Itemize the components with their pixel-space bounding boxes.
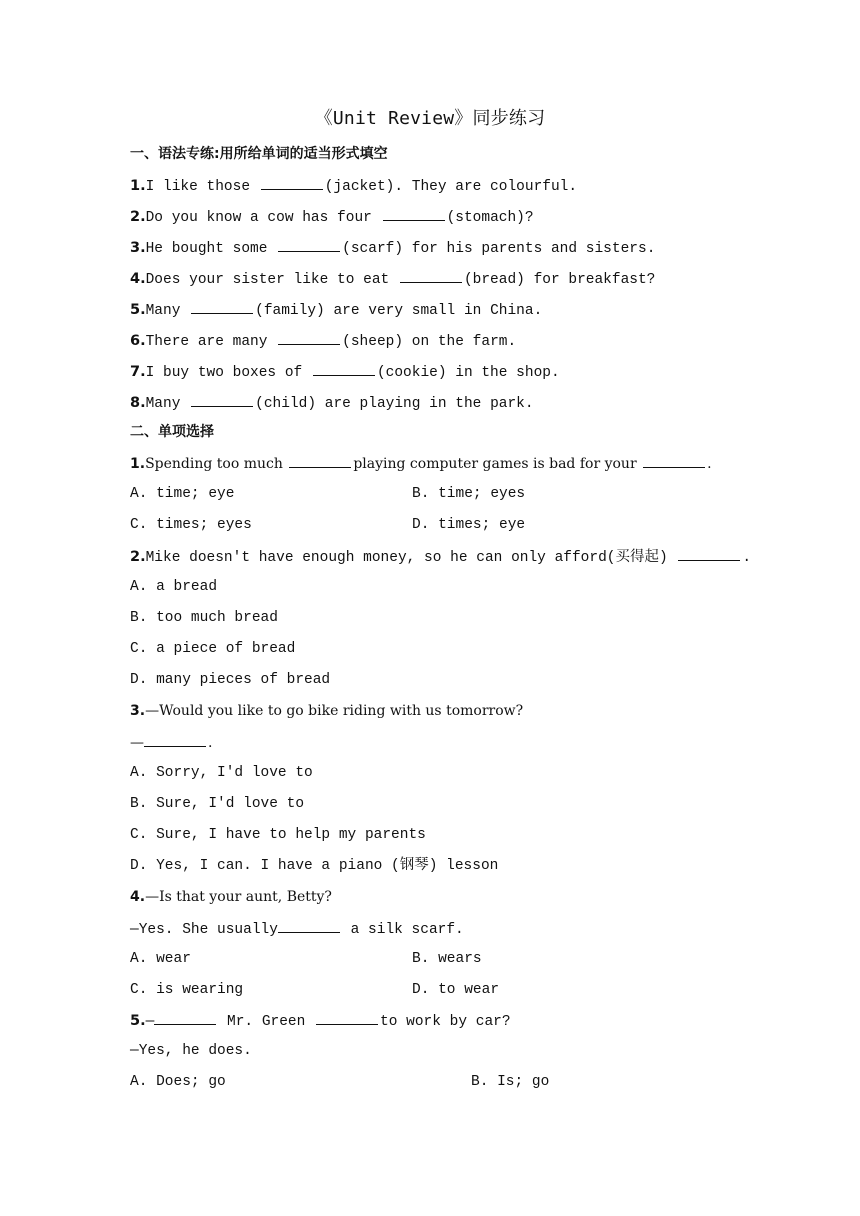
mc-question-1: [130, 453, 750, 474]
fill-item-3: [130, 237, 750, 259]
dialogue-reply: [130, 732, 750, 753]
item-text: (bread) for breakfast?: [463, 272, 656, 288]
item-number: 3.: [130, 240, 146, 256]
answer-blank[interactable]: [191, 299, 253, 314]
option-row: [130, 1072, 750, 1092]
item-text: Do you know a cow has four: [145, 210, 381, 226]
item-text: (sheep) on the farm.: [342, 334, 517, 350]
section-1-heading: 一、语法专练:用所给单词的适当形式填空: [130, 146, 388, 162]
question-text: Spending too much: [145, 456, 288, 472]
option-a[interactable]: A. wear: [130, 951, 191, 967]
option-a[interactable]: A. time; eye: [130, 486, 235, 502]
option-a[interactable]: A. Does; go: [130, 1074, 226, 1090]
question-text: to work by car?: [380, 1014, 511, 1030]
option-row: [130, 515, 750, 535]
item-text: (jacket). They are colourful.: [324, 179, 578, 195]
item-number: 5.: [130, 302, 146, 318]
option-a[interactable]: A. a bread: [130, 579, 218, 595]
answer-blank[interactable]: [289, 453, 351, 468]
reply-text: —: [130, 735, 144, 751]
question-text: —Is that your aunt, Betty?: [145, 889, 332, 905]
option-row: [130, 980, 750, 1000]
item-number: 1.: [130, 456, 146, 472]
item-number: 4.: [130, 271, 146, 287]
mc-question-5: [130, 1010, 750, 1032]
answer-blank[interactable]: [278, 237, 340, 252]
question-text: Mike doesn't have enough money, so he can only afford(买得起): [145, 550, 677, 566]
fill-item-7: [130, 361, 750, 383]
item-number: 2.: [130, 209, 146, 225]
option-row: [130, 949, 750, 969]
fill-item-5: [130, 299, 750, 321]
fill-item-1: [130, 175, 750, 197]
answer-blank[interactable]: [261, 175, 323, 190]
item-number: 2.: [130, 549, 146, 565]
item-text: I buy two boxes of: [145, 365, 311, 381]
answer-blank[interactable]: [400, 268, 462, 283]
dialogue-reply: —Yes, he does.: [130, 1043, 252, 1059]
question-text: —: [145, 1014, 155, 1030]
option-b[interactable]: B. Sure, I'd love to: [130, 796, 305, 812]
option-c[interactable]: C. a piece of bread: [130, 641, 296, 657]
reply-text: a silk scarf.: [341, 922, 464, 938]
option-row: [130, 484, 750, 504]
option-b[interactable]: B. Is; go: [471, 1074, 550, 1090]
question-text: Mr. Green: [218, 1014, 315, 1030]
option-c[interactable]: C. times; eyes: [130, 517, 252, 533]
item-number: 4.: [130, 889, 146, 905]
option-d[interactable]: D. many pieces of bread: [130, 672, 331, 688]
item-text: I like those: [145, 179, 259, 195]
item-text: Does your sister like to eat: [145, 272, 398, 288]
item-text: (stomach)?: [446, 210, 534, 226]
fill-item-4: [130, 268, 750, 290]
option-b[interactable]: B. wears: [412, 951, 482, 967]
answer-blank[interactable]: [278, 918, 340, 933]
option-c[interactable]: C. is wearing: [130, 982, 244, 998]
item-text: There are many: [145, 334, 277, 350]
question-text: .: [742, 550, 752, 566]
option-d[interactable]: D. times; eye: [412, 517, 526, 533]
item-number: 8.: [130, 395, 146, 411]
item-number: 3.: [130, 703, 146, 719]
section-2-heading: 二、单项选择: [130, 424, 214, 440]
option-a[interactable]: A. Sorry, I'd love to: [130, 765, 313, 781]
option-d[interactable]: D. Yes, I can. I have a piano (钢琴) lesson: [130, 858, 499, 874]
item-number: 7.: [130, 364, 146, 380]
item-text: (scarf) for his parents and sisters.: [342, 241, 656, 257]
item-text: He bought some: [145, 241, 277, 257]
item-text: Many: [145, 396, 190, 412]
item-number: 1.: [130, 178, 146, 194]
option-d[interactable]: D. to wear: [412, 982, 500, 998]
mc-question-3: [130, 701, 750, 721]
answer-blank[interactable]: [383, 206, 445, 221]
reply-text: —Yes. She usually: [130, 922, 278, 938]
mc-question-2: [130, 546, 750, 568]
item-text: Many: [145, 303, 190, 319]
item-text: (child) are playing in the park.: [255, 396, 534, 412]
option-b[interactable]: B. too much bread: [130, 610, 278, 626]
item-text: (cookie) in the shop.: [376, 365, 560, 381]
answer-blank[interactable]: [313, 361, 375, 376]
fill-item-6: [130, 330, 750, 352]
answer-blank[interactable]: [678, 546, 740, 561]
answer-blank[interactable]: [144, 732, 206, 747]
option-c[interactable]: C. Sure, I have to help my parents: [130, 827, 426, 843]
item-number: 5.: [130, 1013, 146, 1029]
fill-item-8: [130, 392, 750, 414]
question-text: playing computer games is bad for your: [353, 456, 642, 472]
answer-blank[interactable]: [278, 330, 340, 345]
page-title: 《Unit Review》同步练习: [314, 108, 546, 129]
item-number: 6.: [130, 333, 146, 349]
dialogue-reply: [130, 918, 750, 940]
reply-text: .: [208, 735, 213, 751]
question-text: —Would you like to go bike riding with us tomorrow?: [145, 703, 524, 719]
fill-item-2: [130, 206, 750, 228]
item-text: (family) are very small in China.: [255, 303, 543, 319]
option-b[interactable]: B. time; eyes: [412, 486, 526, 502]
answer-blank[interactable]: [191, 392, 253, 407]
mc-question-4: [130, 887, 750, 907]
question-text: .: [707, 456, 712, 472]
answer-blank[interactable]: [316, 1010, 378, 1025]
answer-blank[interactable]: [643, 453, 705, 468]
answer-blank[interactable]: [154, 1010, 216, 1025]
